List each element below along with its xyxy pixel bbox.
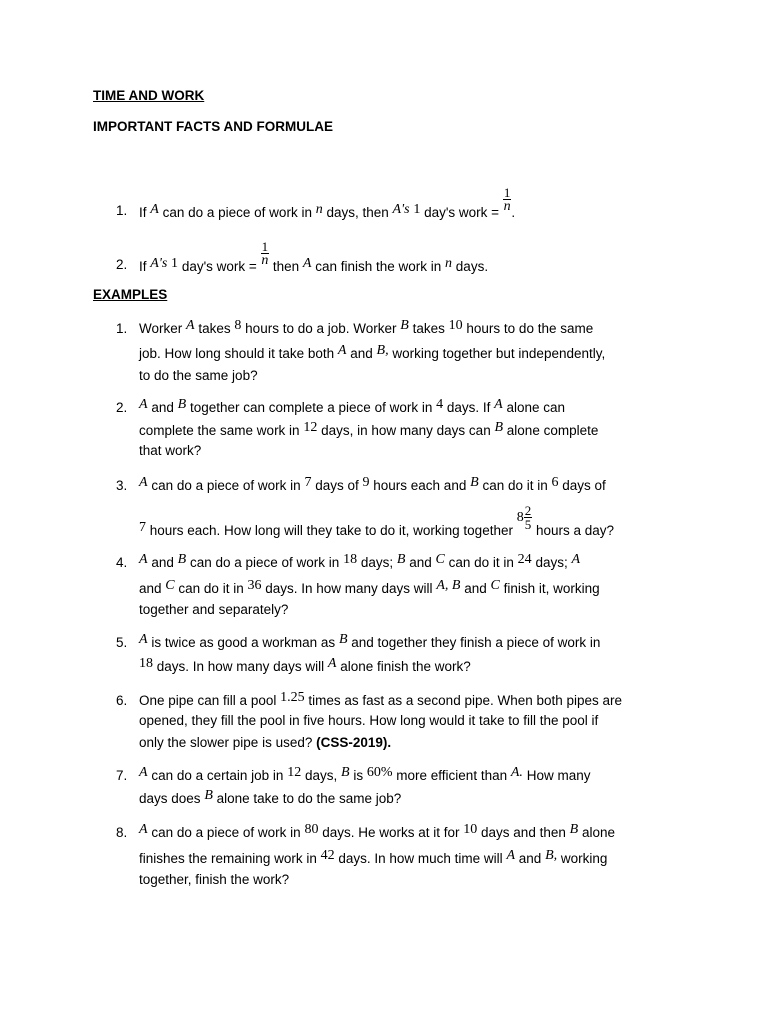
example-item-2	[116, 397, 686, 463]
text-line	[139, 475, 606, 498]
text: hours each. How long will they take to do it, working together	[149, 523, 513, 539]
text: takes	[198, 321, 231, 336]
text: .	[511, 205, 516, 221]
text-line	[139, 420, 598, 443]
math-num: 10	[463, 822, 478, 837]
text: can do a piece of work in	[162, 205, 312, 221]
math-num: 12	[287, 765, 302, 780]
text: 5	[524, 517, 532, 532]
math-num: 24	[517, 552, 532, 567]
text-line	[139, 732, 391, 754]
text: days. If	[446, 400, 491, 415]
example-item-1	[116, 318, 686, 386]
text-line	[139, 788, 401, 811]
math-var: C	[490, 578, 500, 593]
fact-number: 1.	[116, 203, 128, 218]
text-line	[139, 552, 580, 575]
text-line	[139, 343, 605, 366]
text: days, in how many days can	[321, 423, 491, 438]
text-line	[139, 578, 600, 601]
math-var: B	[569, 822, 579, 837]
text: together can complete a piece of work in	[189, 400, 433, 415]
fact-item-1	[116, 180, 686, 224]
example-item-8	[116, 822, 686, 890]
math-num: 60%	[366, 765, 393, 780]
text: How many	[526, 768, 591, 783]
text: hours a day?	[536, 523, 615, 539]
example-number: 4.	[116, 555, 128, 570]
math-var: B	[177, 397, 187, 412]
section-heading-examples: EXAMPLES	[93, 287, 168, 302]
text: finishes the remaining work in	[139, 851, 317, 866]
math-var: A's	[150, 256, 168, 272]
fraction	[261, 240, 270, 267]
fact-text	[139, 185, 684, 227]
example-item-7	[116, 765, 686, 811]
text-line: to do the same job?	[139, 368, 258, 383]
text-line: that work?	[139, 443, 202, 458]
numerator: 1	[503, 185, 511, 200]
text: job. How long should it take both	[139, 346, 335, 361]
numerator: 1	[261, 239, 269, 254]
math-num: 1.25	[280, 690, 305, 705]
math-var: A	[139, 632, 148, 647]
math-var: A	[139, 765, 148, 780]
text: hours to do a job. Worker	[245, 321, 397, 336]
example-number: 8.	[116, 825, 128, 840]
text-line	[139, 632, 600, 655]
text: days. In how many days will	[156, 659, 325, 674]
fact-item-2	[116, 234, 686, 278]
text: days, then	[326, 205, 389, 221]
text: working	[560, 851, 608, 866]
math-var: A	[139, 552, 148, 567]
example-number: 1.	[116, 321, 128, 336]
math-var: A	[337, 343, 347, 358]
text: days;	[535, 555, 568, 570]
example-number: 2.	[116, 400, 128, 415]
text: days,	[304, 768, 338, 783]
math-var: A	[139, 475, 148, 490]
fact-text	[139, 239, 684, 281]
text: days. In how many days will	[265, 581, 433, 596]
math-var: A	[139, 822, 148, 837]
text: days of	[562, 478, 606, 493]
math-var: A	[571, 552, 581, 567]
math-num: 8	[234, 318, 242, 333]
math-var: A	[139, 397, 148, 412]
fact-number: 2.	[116, 257, 128, 272]
math-var: A's	[392, 202, 410, 218]
text-line	[139, 318, 593, 341]
text: can do a piece of work in	[189, 555, 340, 570]
text: days of	[315, 478, 359, 493]
text: working together but independently,	[392, 346, 606, 361]
math-num: 12	[303, 420, 318, 435]
text: then	[272, 259, 300, 275]
text-line	[139, 397, 565, 420]
math-num: 18	[343, 552, 358, 567]
text: and	[350, 346, 373, 361]
text: alone take to do the same job?	[216, 791, 402, 806]
text: hours to do the same	[466, 321, 594, 336]
math-num: 42	[320, 848, 335, 863]
text: Worker	[139, 321, 183, 336]
source-citation: (CSS-2019).	[316, 735, 392, 750]
example-number: 6.	[116, 693, 128, 708]
text: complete the same work in	[139, 423, 300, 438]
text: days and then	[481, 825, 566, 840]
example-number: 7.	[116, 768, 128, 783]
text-line: together and separately?	[139, 602, 289, 617]
math-var: A	[494, 397, 503, 412]
text-line	[139, 822, 615, 845]
text: more efficient than	[396, 768, 508, 783]
text-line	[139, 765, 590, 788]
math-var: A	[302, 256, 312, 272]
example-item-4	[116, 552, 686, 620]
example-number: 3.	[116, 478, 128, 493]
text: days does	[139, 791, 201, 806]
text: day's work =	[424, 205, 500, 221]
math-num: 18	[139, 656, 153, 671]
math-var: B	[494, 420, 504, 435]
fraction	[503, 186, 512, 213]
text: can finish the work in	[315, 259, 442, 275]
text: can do a piece of work in	[151, 825, 301, 840]
math-var: A	[327, 656, 337, 671]
math-var: A	[186, 318, 195, 333]
math-num: 1	[171, 256, 179, 272]
text: only the slower pipe is used?	[139, 735, 313, 750]
text-line: together, finish the work?	[139, 872, 290, 887]
math-num: 6	[551, 475, 559, 490]
math-var: A	[506, 848, 516, 863]
text-line	[139, 503, 615, 545]
text: days. He works at it for	[322, 825, 460, 840]
text: If	[139, 259, 147, 275]
math-num: 4	[436, 397, 444, 412]
mixed-number-whole: 8	[516, 510, 524, 526]
page-title: TIME AND WORK	[93, 88, 205, 103]
text: and together they finish a piece of work in	[351, 635, 601, 650]
example-item-3	[116, 475, 686, 545]
text: finish it, working	[503, 581, 600, 596]
math-var: B	[470, 475, 479, 490]
math-var: A.	[510, 765, 523, 780]
math-var: B	[177, 552, 187, 567]
section-heading-facts: IMPORTANT FACTS AND FORMULAE	[93, 119, 333, 134]
text: alone finish the work?	[340, 659, 471, 674]
text: can do it in	[482, 478, 548, 493]
text: alone can	[506, 400, 566, 415]
text-line: opened, they fill the pool in five hours. How long would it take to fill the pool if	[139, 713, 599, 728]
text-line	[139, 656, 471, 679]
text: days.	[455, 259, 489, 275]
text: alone	[581, 825, 615, 840]
text: 2	[524, 503, 532, 518]
text-line	[139, 848, 607, 871]
math-num: 10	[448, 318, 463, 333]
math-num: 9	[362, 475, 370, 490]
math-var: n	[445, 256, 453, 272]
denominator: n	[261, 253, 269, 268]
text: hours each and	[373, 478, 467, 493]
example-item-6	[116, 690, 686, 756]
text: can do a certain job in	[151, 768, 284, 783]
text: is twice as good a workman as	[151, 635, 336, 650]
math-var: B	[396, 552, 406, 567]
text: One pipe can fill a pool	[139, 693, 277, 708]
math-var: B,	[376, 343, 389, 358]
text: can do it in	[178, 581, 244, 596]
math-var: A	[150, 202, 159, 218]
math-num: 7	[304, 475, 312, 490]
text: and	[151, 555, 174, 570]
text: day's work =	[181, 259, 257, 275]
text: and	[518, 851, 542, 866]
text: and	[409, 555, 432, 570]
text: takes	[412, 321, 445, 336]
text: and	[464, 581, 487, 596]
math-var: A, B	[436, 578, 461, 593]
text: alone complete	[506, 423, 599, 438]
text: is	[353, 768, 364, 783]
math-var: B	[400, 318, 409, 333]
example-number: 5.	[116, 635, 128, 650]
fraction	[524, 504, 533, 531]
math-var: B	[204, 788, 213, 803]
math-var: C	[435, 552, 445, 567]
math-num: 7	[139, 520, 146, 536]
text: days;	[360, 555, 394, 570]
math-num: 1	[413, 202, 421, 218]
text: and	[139, 581, 162, 596]
math-var: B,	[545, 848, 558, 863]
text: days. In how much time will	[338, 851, 503, 866]
example-item-5	[116, 632, 686, 678]
math-num: 80	[304, 822, 319, 837]
text: can do it in	[448, 555, 514, 570]
math-num: 36	[247, 578, 262, 593]
math-var: B	[341, 765, 350, 780]
math-var: n	[315, 202, 323, 218]
text: can do a piece of work in	[151, 478, 301, 493]
denominator: n	[503, 199, 511, 214]
text: times as fast as a second pipe. When both pipes are	[308, 693, 623, 708]
math-var: C	[165, 578, 175, 593]
text: If	[139, 205, 147, 221]
math-var: B	[338, 632, 348, 647]
text: and	[151, 400, 174, 415]
